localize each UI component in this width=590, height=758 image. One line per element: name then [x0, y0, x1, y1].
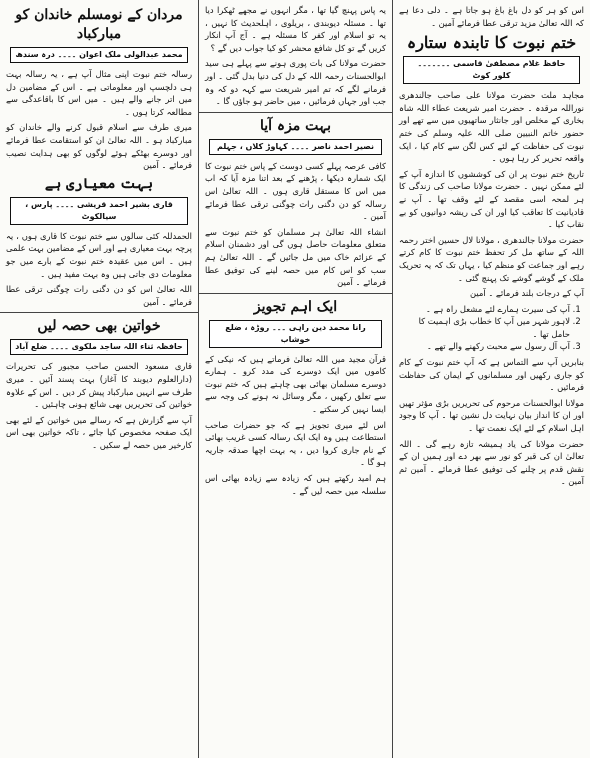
letter-paragraph: قاری مسعود الحسن صاحب مجبور کی تحریرات (دارالعلوم دیوبند کا آغاز) بہت پسند آئیں ۔ میری طرف سے انہیں مبارکباد پیش کر دیں ۔ اس کے علاوہ خواتین کی تحریریں بھی شائع ہونی چاہئیں ۔	[6, 361, 192, 410]
article-byline: حافظ غلام مصطفیٰ قاسمی ۔۔۔۔۔۔۔ کلور کوٹ	[403, 56, 580, 84]
section-divider	[0, 312, 198, 313]
letter-paragraph: رسالہ ختم نبوت اپنی مثال آپ ہے ، یہ رسالہ بہت ہی دلچسپ اور معلوماتی ہے ۔ اس کے مضامین دل میں اتر جانے والے ہیں ۔ میں اس کا باقاعدگی سے مطالعہ کرتا ہوں ۔	[6, 69, 192, 117]
list-item: 1. آپ کی سیرت ہمارے لئے مشعل راہ ہے ۔	[399, 303, 570, 316]
letter-headline: بہت مزہ آیا	[259, 117, 332, 134]
letter-paragraph: قرآن مجید میں اللہ تعالیٰ فرماتے ہیں کہ نیکی کے کاموں میں ایک دوسرے کی مدد کرو ۔ ہمارے دوسرے مسلمان بھائی بھی چاہتے ہیں کہ ختم نبوت سے تعلق رکھیں ، مگر وسائل نہ ہونے کی وجہ سے ایسا نہیں کر سکتے ۔	[205, 353, 386, 415]
numbered-list	[399, 303, 584, 353]
middle-column	[198, 0, 392, 758]
section-divider	[199, 112, 392, 113]
letter-paragraph: انشاء اللہ تعالیٰ ہر مسلمان کو ختم نبوت سے متعلق معلومات حاصل ہوں گی اور دشمنان اسلام کے عزائم خاک میں مل جائیں گے ۔ اللہ تعالیٰ ہم سب کو اس کام میں حصہ لینے کی توفیق عطا فرمائے ۔ آمین	[205, 226, 386, 288]
continuation-paragraph: حضرت مولانا کی بات پوری ہونے سے پہلے ہی سید ابوالحسنات رحمہ اللہ کے دل کی دنیا بدل گئی ۔ اور فرمانے لگے کہ تم امیر شریعت سے کہہ دو کہ وہ جب اور جہاں فرمائیں ، میں حاضر ہو جاؤں گا ۔	[205, 58, 386, 107]
article-paragraph: حضرت مولانا کی یاد ہمیشہ تازہ رہے گی ۔ اللہ تعالیٰ ان کی قبر کو نور سے بھر دے اور ہمیں ان کے نقش قدم پر چلنے کی توفیق عطا فرمائے ۔ آمین ثم آمین ۔	[399, 438, 584, 487]
letter-paragraph: ہم امید رکھتے ہیں کہ زیادہ سے زیادہ بھائی اس سلسلہ میں حصہ لیں گے ۔	[205, 473, 386, 496]
right-column-continuation: اس کو ہر کو دل باغ باغ ہو جاتا ہے ۔ دلی دعا ہے کہ اللہ تعالیٰ مزید ترقی عطا فرمائے آمین ۔	[399, 5, 584, 28]
letter-byline: نصیر احمد ناصر ۔۔۔۔ کہاوڑ کلاں ، جہلم	[209, 139, 382, 155]
letter-paragraph: کافی عرصہ پہلے کسی دوست کے پاس ختم نبوت کا ایک شمارہ دیکھا ، پڑھنے کے بعد اتنا مزہ آیا کہ اب میں اس کا مستقل قاری ہوں ۔ اللہ تعالیٰ اس رسالہ کو دن دگنی رات چوگنی ترقی عطا فرمائے آمین ۔	[205, 160, 386, 222]
left-column	[0, 0, 198, 758]
article-paragraph: بنابریں آپ سے التماس ہے کہ آپ ختم نبوت کے کام کو جاری رکھیں اور مسلمانوں کے ایمان کی حفاظت فرمائیں ۔	[399, 357, 584, 393]
letter-byline: رانا محمد دین راہی ۔۔۔ روڑہ ، ضلع خوشاب	[209, 320, 382, 348]
right-column	[392, 0, 590, 758]
letter-paragraph: اللہ تعالیٰ اس کو دن دگنی رات چوگنی ترقی عطا فرمائے ۔ آمین	[6, 284, 192, 307]
letter-headline: ایک اہم تجویز	[253, 298, 338, 315]
continuation-paragraph: یہ پاس پہنچ گیا تھا ، مگر انہوں نے مجھے ٹھکرا دیا تھا ۔ مسئلہ دیوبندی ، بریلوی ، اہلحدیث کا نہیں ، یہ تو اسلام اور کفر کا مسئلہ ہے ۔ آج آپ انکار کریں گے تو کل شافع محشر کو کیا جواب دیں گے ؟	[205, 5, 386, 53]
list-item: 3. آپ آل رسول سے محبت رکھنے والے تھے ۔	[399, 340, 570, 353]
letter-byline: حافظہ ثناء اللہ ساجد ملکوی ۔۔۔۔ ضلع آباد	[10, 339, 188, 355]
article-headline: ختم نبوت کا تابندہ ستارہ	[406, 33, 577, 53]
section-divider	[199, 293, 392, 294]
letter-paragraph: اس لئے میری تجویز ہے کہ جو حضرات صاحب استطاعت ہیں وہ ایک ایک رسالہ کسی غریب بھائی کے نام جاری کروا دیں ، یہ بہت اچھا صدقہ جاریہ ہو گا ۔	[205, 419, 386, 468]
article-paragraph: حضرت مولانا جالندھری ، مولانا لال حسین اختر رحمہ اللہ کے ساتھ مل کر تحفظ ختم نبوت کا کام کرتے رہے اور جماعت کو منظم کیا ، یہاں تک کہ یہ تحریک ملک کے گوشے گوشے تک پہنچ گئی ۔	[399, 234, 584, 283]
letter-headline: مردان کے نومسلم خاندان کو مبارکباد	[15, 7, 183, 42]
article-paragraph: آپ کے درجات بلند فرمائے ۔ آمین	[469, 288, 584, 299]
letter-paragraph: میری طرف سے اسلام قبول کرنے والے خاندان کو مبارکباد ہو ۔ اللہ تعالیٰ ان کو استقامت عطا فرمائے اور دوسرے بھٹکے ہوئے لوگوں کو بھی ہدایت نصیب فرمائے ۔ آمین	[6, 122, 192, 171]
letter-byline: محمد عبدالولی ملک اعوان ۔۔۔۔ درہ سندھ	[10, 47, 188, 63]
article-paragraph: تاریخ ختم نبوت پر ان کی کوششوں کا اندازہ آپ کے لئے ممکن نہیں ۔ حضرت مولانا صاحب کی زندگی کا ہر لمحہ اسی مقصد کے لئے وقف تھا ۔ آپ نے قادیانیت کا تعاقب کیا اور ان کی ریشہ دوانیوں کو بے نقاب کیا ۔	[399, 168, 584, 230]
article-paragraph: مجاہد ملت حضرت مولانا علی صاحب جالندھری نوراللہ مرقدہ ۔ حضرت امیر شریعت عطاء اللہ شاہ بخاری کے مخلص اور جانثار ساتھیوں میں سے تھے اور حضور خاتم النبیین صلی اللہ علیہ وسلم کی ختم نبوت کی حفاظت کے لئے کس لگن سے کام کیا ، ایک واقعہ تحریر کر رہا ہوں ۔	[399, 90, 584, 164]
letter-byline: قاری بشیر احمد قریشی ۔۔۔۔ پارس ، سیالکوٹ	[10, 197, 188, 225]
list-item: 2. لاہور شہر میں آپ کا خطاب بڑی اہمیت کا حامل تھا ۔	[399, 315, 570, 340]
article-paragraph: مولانا ابوالحسنات مرحوم کی تحریریں بڑی مؤثر تھیں اور ان کا انداز بیان نہایت دل نشین تھا ۔ آپ کا وجود اہل اسلام کے لئے ایک نعمت تھا ۔	[399, 397, 584, 434]
letter-paragraph: آپ سے گزارش ہے کہ رسالے میں خواتین کے لئے بھی ایک صفحہ مخصوص کیا جائے ، تاکہ خواتین بھی اس کارخیر میں حصہ لے سکیں ۔	[6, 414, 192, 450]
letter-paragraph: الحمدللہ کئی سالوں سے ختم نبوت کا قاری ہوں ، یہ پرچہ بہت معیاری ہے اور اس کے مضامین بہت علمی ہیں ۔ اس میں عقیدہ ختم نبوت کے بارے میں جو معلومات دی جاتی ہیں وہ بہت مفید ہیں ۔	[6, 230, 192, 279]
letter-headline: خواتین بھی حصہ لیں	[37, 318, 161, 335]
letter-headline: بہت معیاری ہے	[44, 175, 154, 192]
